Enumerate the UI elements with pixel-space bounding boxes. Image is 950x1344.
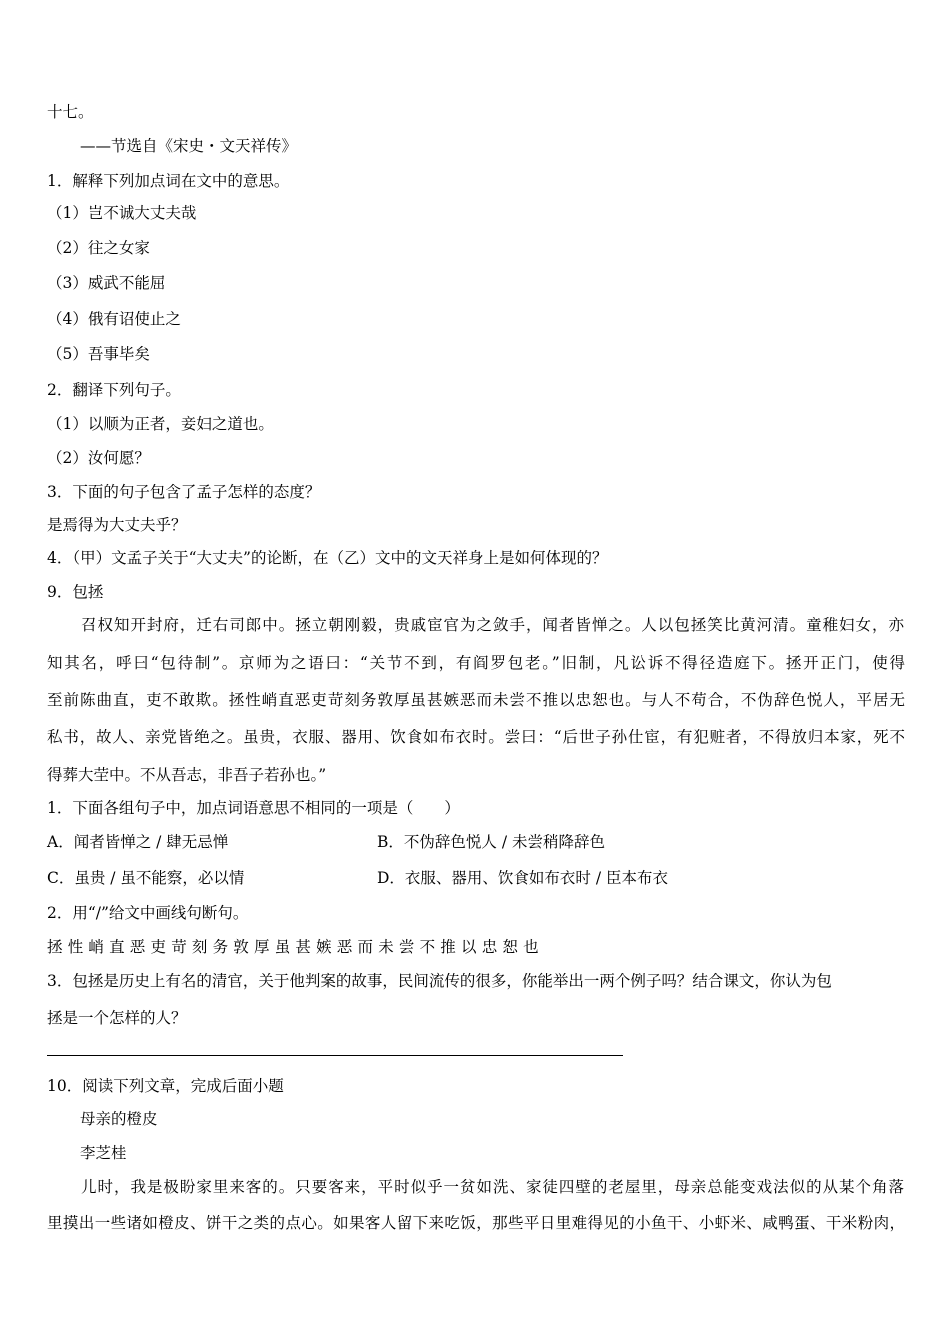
question-heading: 1．解释下列加点词在文中的意思。 <box>47 172 290 190</box>
question-heading: 2．翻译下列句子。 <box>47 381 181 399</box>
text-line: 是焉得为大丈夫乎？ <box>47 516 187 534</box>
choice-d: D．衣服、器用、饮食如布衣时 / 臣本布衣 <box>377 869 669 887</box>
passage-line: 知其名，呼曰“包待制”。京师为之语曰：“关节不到，有阎罗包老。”旧制，凡讼诉不得径造庭下。拯开正门，使得 <box>47 654 905 672</box>
passage-line: 里摸出一些诸如橙皮、饼干之类的点心。如果客人留下来吃饭，那些平日里难得见的小鱼干、小虾米、咸鸭蛋、干米粉肉， <box>47 1214 905 1232</box>
choice-c: C．虽贵 / 虽不能察，必以情 <box>47 869 245 887</box>
text-line: 十七。 <box>47 103 94 121</box>
passage-line: 儿时，我是极盼家里来客的。只要客来，平时似乎一贫如洗、家徒四壁的老屋里，母亲总能变戏法似的从某个角落 <box>81 1178 904 1196</box>
question-heading: 1．下面各组句子中，加点词语意思不相同的一项是（ ） <box>47 799 460 817</box>
section-title: 9．包拯 <box>47 583 104 601</box>
choice-a: A．闻者皆惮之 / 肆无忌惮 <box>47 833 229 851</box>
sub-question: （3）威武不能屈 <box>47 274 166 292</box>
sub-question: （5）吾事毕矣 <box>47 345 150 363</box>
sub-question: （4）俄有诏使止之 <box>47 310 181 328</box>
passage-line: 得葬大茔中。不从吾志，非吾子若孙也。” <box>47 766 327 784</box>
source-citation: ——节选自《宋史・文天祥传》 <box>80 137 298 155</box>
question-heading: 3．下面的句子包含了孟子怎样的态度？ <box>47 483 321 501</box>
passage-line: 私书，故人、亲党皆绝之。虽贵，衣服、器用、饮食如布衣时。尝曰：“后世子孙仕宦，有犯赃者，不得放归本家，死不 <box>47 728 905 746</box>
article-author: 李芝桂 <box>80 1144 127 1162</box>
passage-line: 至前陈曲直，吏不敢欺。拯性峭直恶吏苛刻务敦厚虽甚嫉恶而未尝不推以忠恕也。与人不苟合，不伪辞色悦人，平居无 <box>47 691 905 709</box>
answer-line <box>47 1055 623 1056</box>
passage-line: 召权知开封府，迁右司郎中。拯立朝刚毅，贵戚宦官为之敛手，闻者皆惮之。人以包拯笑比黄河清。童稚妇女，亦 <box>81 616 904 634</box>
text-line: 拯是一个怎样的人？ <box>47 1009 187 1027</box>
sub-question: （1）岂不诚大丈夫哉 <box>47 204 197 222</box>
sub-question: （2）往之女家 <box>47 239 150 257</box>
question-heading: 2．用“/”给文中画线句断句。 <box>47 904 249 922</box>
sub-question: （1）以顺为正者，妾妇之道也。 <box>47 415 274 433</box>
underlined-sentence: 拯性峭直恶吏苛刻务敦厚虽甚嫉恶而未尝不推以忠恕也 <box>47 938 544 956</box>
question-heading: 10．阅读下列文章，完成后面小题 <box>47 1077 284 1095</box>
choice-b: B．不伪辞色悦人 / 未尝稍降辞色 <box>377 833 605 851</box>
question-heading: 3．包拯是历史上有名的清官，关于他判案的故事，民间流传的很多，你能举出一两个例子吗？结合课文，你认为包 <box>47 972 832 990</box>
question-heading: 4．（甲）文孟子关于“大丈夫”的论断，在（乙）文中的文天祥身上是如何体现的？ <box>47 549 608 567</box>
sub-question: （2）汝何愿？ <box>47 449 150 467</box>
article-title: 母亲的橙皮 <box>80 1110 158 1128</box>
